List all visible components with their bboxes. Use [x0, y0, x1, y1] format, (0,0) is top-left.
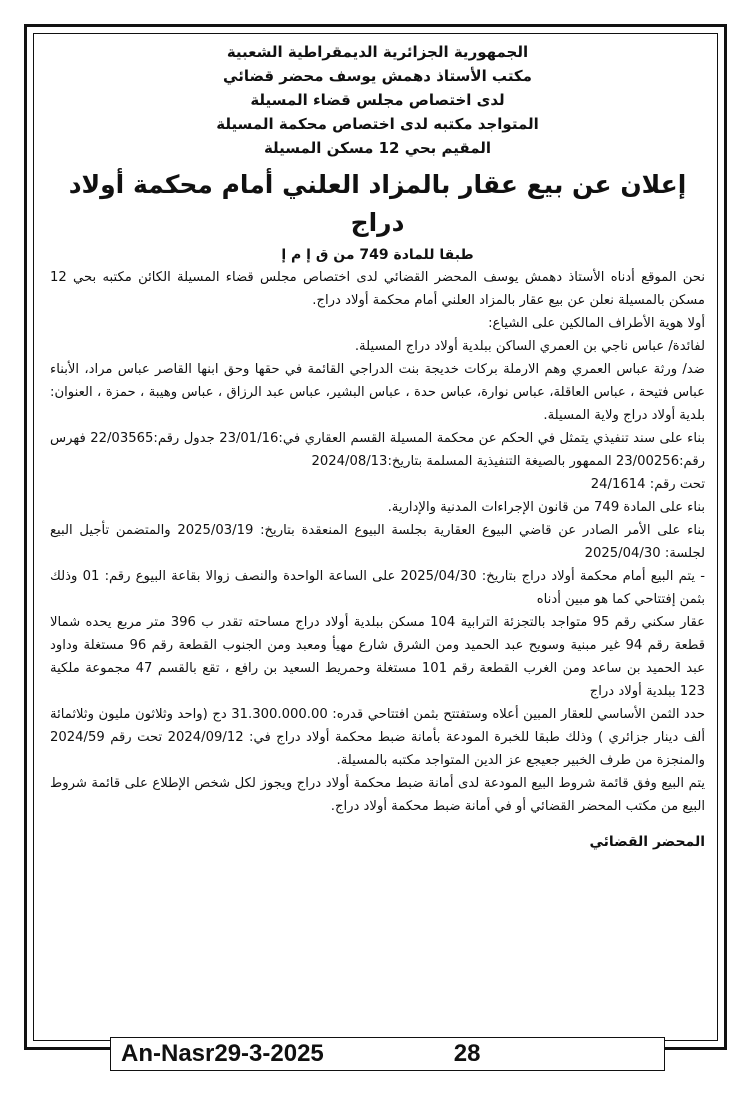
announcement-body	[50, 266, 705, 818]
letterhead-line: المتواجد مكتبه لدى اختصاص محكمة المسيلة	[216, 115, 539, 133]
paragraph-postponement: بناء على الأمر الصادر عن قاضي البيوع العقارية بجلسة البيوع المنعقدة بتاريخ: 2025/03/19 والمتضمن تأجيل البيع لجلسة: 2025/04/30	[50, 523, 706, 561]
signature-label: المحضر القضائي	[589, 834, 705, 850]
footer-bar	[110, 1037, 665, 1071]
publication-date: An-Nasr29-3-2025	[121, 1040, 324, 1067]
letterhead-line: المقيم بحي 12 مسكن المسيلة	[263, 139, 492, 157]
paragraph-sale-date: - يتم البيع أمام محكمة أولاد دراج بتاريخ: 2025/04/30 على الساعة الواحدة والنصف زوالا بقاعة البيوع رقم: 01 وذلك بثمن إفتتاحي كما هو مبين أدناه	[50, 569, 705, 607]
paragraph-legal-basis: بناء على المادة 749 من قانون الإجراءات المدنية والإدارية.	[387, 500, 705, 515]
paragraph-conditions: يتم البيع وفق قائمة شروط البيع المودعة لدى أمانة ضبط محكمة أولاد دراج ويجوز لكل شخص الإطلاع على قائمة شروط البيع من مكتب المحضر القضائي أو في أمانة ضبط محكمة أولاد دراج.	[50, 776, 705, 814]
paragraph-intro: نحن الموقع أدناه الأستاذ دهمش يوسف المحضر القضائي لدى اختصاص مجلس قضاء المسيلة الكائن مكتبه بحي 12 مسكن بالمسيلة نعلن عن بيع عقار بالمزاد العلني أمام محكمة أولاد دراج.	[50, 270, 705, 308]
paragraph-parties-heading: أولا هوية الأطراف المالكين على الشياع:	[488, 316, 705, 331]
letterhead-line: لدى اختصاص مجلس قضاء المسيلة	[250, 91, 505, 109]
letterhead-line: الجمهورية الجزائرية الديمقراطية الشعبية	[226, 43, 529, 61]
paragraph-property-description: عقار سكني رقم 95 متواجد بالتجزئة الترابية 104 مسكن ببلدية أولاد دراج مساحته تقدر ب 396 متر مربع يحده شمالا قطعة رقم 94 غير مبنية وسويح عبد الحميد ومن الشرق شارع مهيأ ومعبد ومن الجنوب القطعة رقم 96 مستغلة وداود عبد الحميد بن ساعد ومن الغرب القطعة رقم 101 مستغلة وحمريط السعيد بن رافع ، تقع بالقسم 47 مجموعة ملكية 123 ببلدية أولاد دراج	[50, 615, 705, 699]
announcement-title: إعلان عن بيع عقار بالمزاد العلني أمام محكمة أولاد دراج	[68, 170, 687, 237]
announcement	[50, 40, 705, 850]
paragraph-price: حدد الثمن الأساسي للعقار المبين أعلاه وستفتتح بثمن افتتاحي قدره: 31.300.000.00 دج (واحد وثلاثون مليون وثلاثمائة ألف دينار جزائري ) وذلك طبقا للخبرة المودعة بأمانة ضبط محكمة أولاد دراج في: 2024/09/12 تحت رقم 2024/59 والمنجزة من طرف الخبير جعيجع عز الدين المتواجد مكتبه بالمسيلة.	[50, 707, 705, 768]
paragraph-defendants: ضد/ ورثة عباس العمري وهم الارملة بركات خديجة بنت الدراجي القائمة في حقها وحق ابنها القاصر عباس مراد، الأبناء عباس فتيحة ، عباس العاقلة، عباس نوارة، عباس حدة ، عباس البشير، عباس عبد الرزاق ، عباس وهيبة ، حمزة ، العنوان: بلدية أولاد دراج ولاية المسيلة.	[50, 362, 705, 423]
letterhead-line: مكتب الأستاذ دهمش يوسف محضر قضائي	[223, 67, 532, 85]
paragraph-executive-title: بناء على سند تنفيذي يتمثل في الحكم عن محكمة المسيلة القسم العقاري في:23/01/16 جدول رقم:22/03565 فهرس رقم:23/00256 الممهور بالصيغة التنفيذية المسلمة بتاريخ:2024/08/13	[50, 431, 706, 469]
letterhead	[50, 40, 705, 160]
announcement-subtitle: طبقا للمادة 749 من ق إ م إ	[281, 247, 474, 263]
paragraph-beneficiary: لفائدة/ عباس ناجي بن العمري الساكن ببلدية أولاد دراج المسيلة.	[354, 339, 705, 354]
paragraph-reference-number: تحت رقم: 24/1614	[590, 477, 705, 492]
page-number: 28	[453, 1040, 481, 1067]
